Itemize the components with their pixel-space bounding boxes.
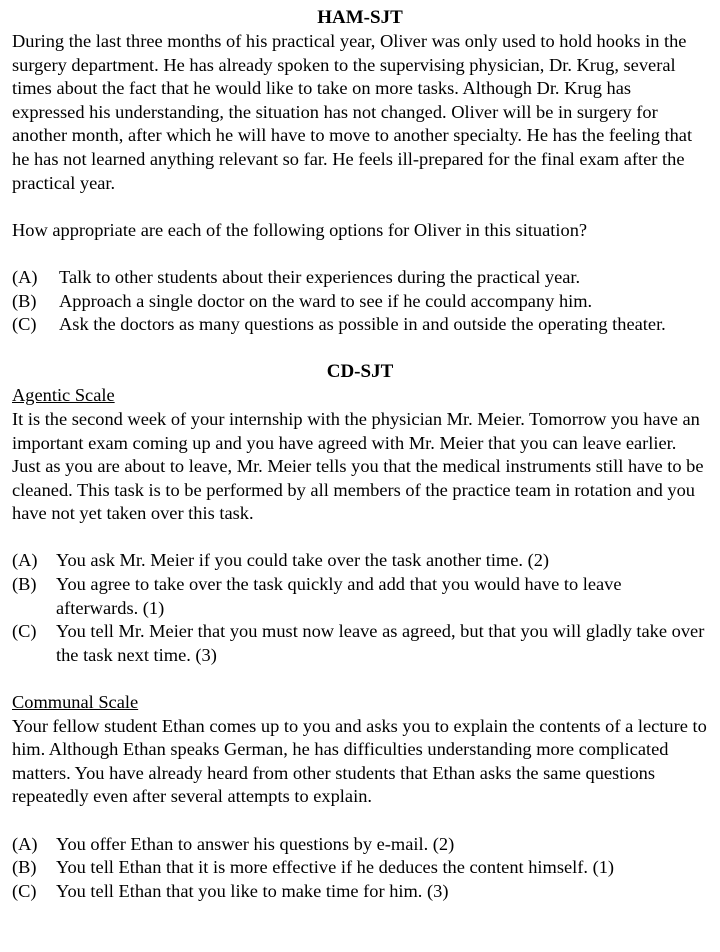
option-text: Talk to other students about their experiences during the practical year.	[59, 266, 581, 287]
communal-option-c	[12, 880, 708, 904]
option-label: (A)	[12, 550, 38, 571]
ham-option-b	[12, 290, 708, 314]
option-label: (B)	[12, 857, 37, 878]
option-label: (A)	[12, 833, 38, 854]
agentic-option-a	[12, 549, 708, 573]
cd-sjt-title: CD-SJT	[326, 361, 394, 383]
agentic-option-c	[12, 620, 708, 667]
option-label: (C)	[12, 621, 37, 642]
ham-option-a	[12, 266, 708, 290]
spacer	[12, 809, 708, 833]
option-text: Approach a single doctor on the ward to see if he could accompany him.	[59, 290, 593, 311]
option-text: You agree to take over the task quickly and add that you would have to leave afterwards. (1)	[56, 574, 622, 618]
ham-options-list	[12, 266, 708, 337]
option-text: You offer Ethan to answer his questions by e-mail. (2)	[56, 833, 455, 854]
spacer	[12, 667, 708, 691]
option-text: You tell Ethan that you like to make time for him. (3)	[56, 880, 449, 901]
ham-option-c	[12, 313, 708, 337]
spacer	[12, 526, 708, 550]
agentic-scale-heading: Agentic Scale	[12, 385, 115, 406]
spacer	[12, 337, 708, 361]
option-text: You ask Mr. Meier if you could take over the task another time. (2)	[56, 550, 550, 571]
ham-sjt-title: HAM-SJT	[317, 7, 403, 28]
spacer	[12, 195, 708, 219]
communal-scale-heading: Communal Scale	[12, 692, 139, 713]
option-label: (B)	[12, 574, 37, 595]
ham-question: How appropriate are each of the following options for Oliver in this situation?	[12, 219, 588, 240]
option-text: You tell Mr. Meier that you must now leave as agreed, but that you will gladly take over the task next time. (3)	[56, 621, 705, 665]
option-label: (C)	[12, 314, 37, 335]
option-text: You tell Ethan that it is more effective if he deduces the content himself. (1)	[56, 857, 615, 878]
ham-scenario: During the last three months of his practical year, Oliver was only used to hold hooks in the surgery department. He has already spoken to the supervising physician, Dr. Krug, several times about the fact that he would like to take on more tasks. Although Dr. Krug has expressed his understanding, the situation has not changed. Oliver will be in surgery for another month, after which he will have to move to another specialty. He has the feeling that he has not learned anything relevant so far. He feels ill-prepared for the final exam after the practical year.	[12, 31, 693, 193]
communal-scenario: Your fellow student Ethan comes up to you and asks you to explain the contents of a lecture to him. Although Ethan speaks German, he has difficulties understanding more complicated matters. You have already heard from other students that Ethan asks the same questions repeatedly even after several attempts to explain.	[12, 715, 707, 807]
agentic-scenario: It is the second week of your internship with the physician Mr. Meier. Tomorrow you have an important exam coming up and you have agreed with Mr. Meier that you can leave earlier. Just as you are about to leave, Mr. Meier tells you that the medical instruments still have to be cleaned. This task is to be performed by all members of the practice team in rotation and you have not yet taken over this task.	[12, 408, 704, 524]
option-label: (B)	[12, 290, 37, 311]
option-text: Ask the doctors as many questions as possible in and outside the operating theater.	[59, 314, 666, 335]
agentic-option-b	[12, 573, 708, 620]
spacer	[12, 242, 708, 266]
communal-option-b	[12, 856, 708, 880]
option-label: (A)	[12, 266, 38, 287]
option-label: (C)	[12, 880, 37, 901]
communal-options-list	[12, 833, 708, 904]
communal-option-a	[12, 833, 708, 857]
agentic-options-list	[12, 549, 708, 667]
